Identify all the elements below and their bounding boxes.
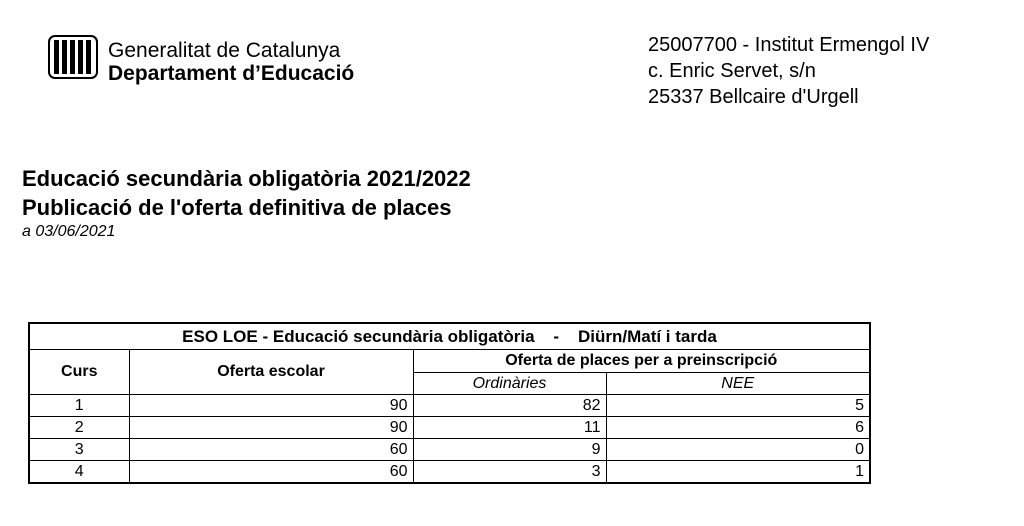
cell-curs: 1: [29, 395, 129, 417]
document-title: Educació secundària obligatòria 2021/2022: [22, 166, 471, 191]
cell-curs: 2: [29, 417, 129, 439]
document-subtitle: Publicació de l'oferta definitiva de places: [22, 195, 452, 220]
header-curs: Curs: [29, 350, 129, 395]
org-line-1: Generalitat de Catalunya: [108, 39, 341, 62]
address-line-3: 25337 Bellcaire d'Urgell: [648, 86, 859, 108]
address-line-2: c. Enric Servet, s/n: [648, 60, 816, 82]
cell-nee: 6: [606, 417, 870, 439]
cell-oferta: 90: [129, 395, 413, 417]
document-titles: [22, 164, 471, 242]
cell-nee: 5: [606, 395, 870, 417]
cell-oferta: 60: [129, 461, 413, 484]
table-row: [29, 439, 870, 461]
header-preinscripcio: Oferta de places per a preinscripció: [413, 350, 870, 373]
address-line-1: 25007700 - Institut Ermengol IV: [648, 34, 930, 56]
places-offer-table: [28, 322, 871, 484]
header-ordinaries: Ordinàries: [413, 373, 606, 395]
cell-nee: 1: [606, 461, 870, 484]
org-line-2: Departament d’Educació: [108, 62, 355, 85]
publication-date: a 03/06/2021: [22, 223, 116, 240]
cell-nee: 0: [606, 439, 870, 461]
cell-ordinaries: 3: [413, 461, 606, 484]
organization-name: [108, 39, 354, 85]
cell-oferta: 60: [129, 439, 413, 461]
cell-ordinaries: 82: [413, 395, 606, 417]
table-row: [29, 395, 870, 417]
generalitat-logo-icon: [48, 34, 98, 80]
cell-curs: 3: [29, 439, 129, 461]
header-oferta-escolar: Oferta escolar: [129, 350, 413, 395]
cell-ordinaries: 9: [413, 439, 606, 461]
table-title: ESO LOE - Educació secundària obligatòria - Diürn/Matí i tarda: [29, 323, 870, 350]
table-row: [29, 461, 870, 484]
cell-curs: 4: [29, 461, 129, 484]
header-nee: NEE: [606, 373, 870, 395]
school-address: [648, 32, 929, 110]
table-row: [29, 417, 870, 439]
cell-oferta: 90: [129, 417, 413, 439]
cell-ordinaries: 11: [413, 417, 606, 439]
